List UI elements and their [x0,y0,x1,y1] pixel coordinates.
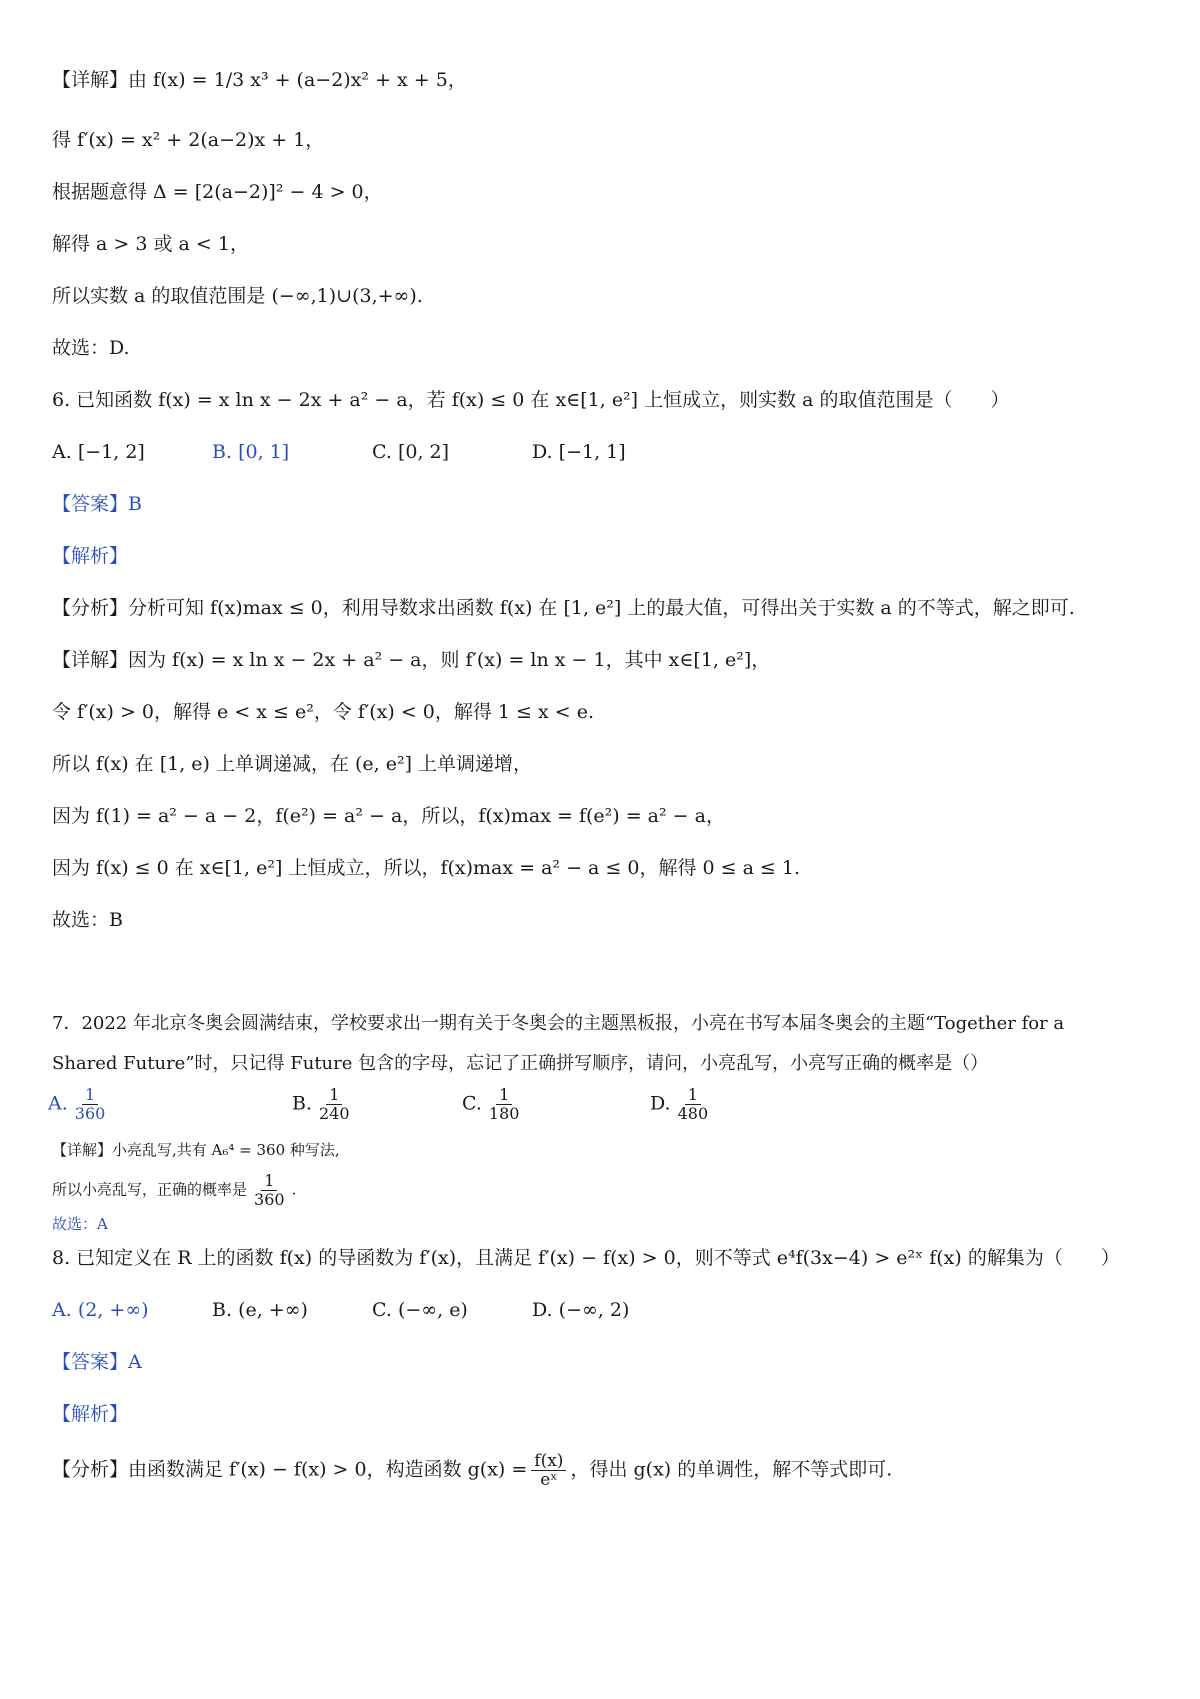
analysis-line: 【分析】由函数满足 f′(x) − f(x) > 0，构造函数 g(x) = $\frac{f(x)}{\text{eˣ}}$ ，得出 g(x) 的单调性，解不等式即可. [52,1451,893,1490]
option-a: A. [−1, 2] [52,441,145,463]
answer-label: 【答案】B [52,493,142,515]
question-8: 8. 已知定义在 R 上的函数 f(x) 的导函数为 f′(x)，且满足 f′(x) − f(x) > 0，则不等式 e⁴f(3x−4) > e²ˣ f(x) 的解集为（ ） [52,1247,1120,1269]
solution-line: 得 f′(x) = x² + 2(a−2)x + 1， [52,129,325,151]
option-c: C. [0, 2] [372,441,450,463]
choice-line: 故选：B [52,909,123,931]
choice-line: 故选：D. [52,337,130,359]
option-d: D. $\frac{1}{480}$ [650,1085,709,1123]
option-a: A. (2, +∞) [52,1299,149,1321]
solution-line: 根据题意得 Δ = [2(a−2)]² − 4 > 0， [52,181,383,203]
answer-label: 【答案】A [52,1351,142,1373]
option-c: C. $\frac{1}{180}$ [462,1085,520,1123]
question-7: 7．2022 年北京冬奥会圆满结束，学校要求出一期有关于冬奥会的主题黑板报，小亮在书写本届冬奥会的主题“Together for a [52,1013,1065,1034]
solution-line: 所以实数 a 的取值范围是 (−∞,1)∪(3,+∞). [52,285,423,307]
question-7-cont: Shared Future”时，只记得 Future 包含的字母，忘记了正确拼写顺序，请问，小亮乱写，小亮写正确的概率是（） [52,1053,989,1074]
option-b: B. $\frac{1}{240}$ [292,1085,350,1123]
solution-line: 因为 f(1) = a² − a − 2，f(e²) = a² − a，所以，f(x)max = f(e²) = a² − a， [52,805,725,827]
option-c: C. (−∞, e) [372,1299,468,1321]
solution-line: 解得 a > 3 或 a < 1， [52,233,249,255]
choice-line: 故选：A [52,1215,108,1233]
solution-line: 所以 f(x) 在 [1, e) 上单调递减，在 (e, e²] 上单调递增， [52,753,533,775]
question-6: 6. 已知函数 f(x) = x ln x − 2x + a² − a，若 f(x) ≤ 0 在 x∈[1, e²] 上恒成立，则实数 a 的取值范围是（ ） [52,389,1010,411]
solution-line: 因为 f(x) ≤ 0 在 x∈[1, e²] 上恒成立，所以，f(x)max = a² − a ≤ 0，解得 0 ≤ a ≤ 1. [52,857,801,879]
solution-line: 令 f′(x) > 0，解得 e < x ≤ e²，令 f′(x) < 0，解得 1 ≤ x < e. [52,701,595,723]
option-b: B. (e, +∞) [212,1299,308,1321]
option-d: D. (−∞, 2) [532,1299,630,1321]
solution-line: 【详解】小亮乱写,共有 A₆⁴ = 360 种写法, [52,1141,340,1159]
solution-line: 【详解】由 f(x) = 1/3 x³ + (a−2)x² + x + 5， [52,69,467,91]
analysis-label: 【解析】 [52,545,129,567]
solution-line: 所以小亮乱写，正确的概率是 $\frac{1}{360}$ . [52,1171,297,1209]
option-a: A. $\frac{1}{360}$ [48,1085,106,1123]
option-b: B. [0, 1] [212,441,290,463]
analysis-line: 【分析】分析可知 f(x)max ≤ 0，利用导数求出函数 f(x) 在 [1, e²] 上的最大值，可得出关于实数 a 的不等式，解之即可. [52,597,1075,619]
analysis-label: 【解析】 [52,1403,129,1425]
option-d: D. [−1, 1] [532,441,626,463]
solution-line: 【详解】因为 f(x) = x ln x − 2x + a² − a，则 f′(x) = ln x − 1，其中 x∈[1, e²]， [52,649,771,671]
